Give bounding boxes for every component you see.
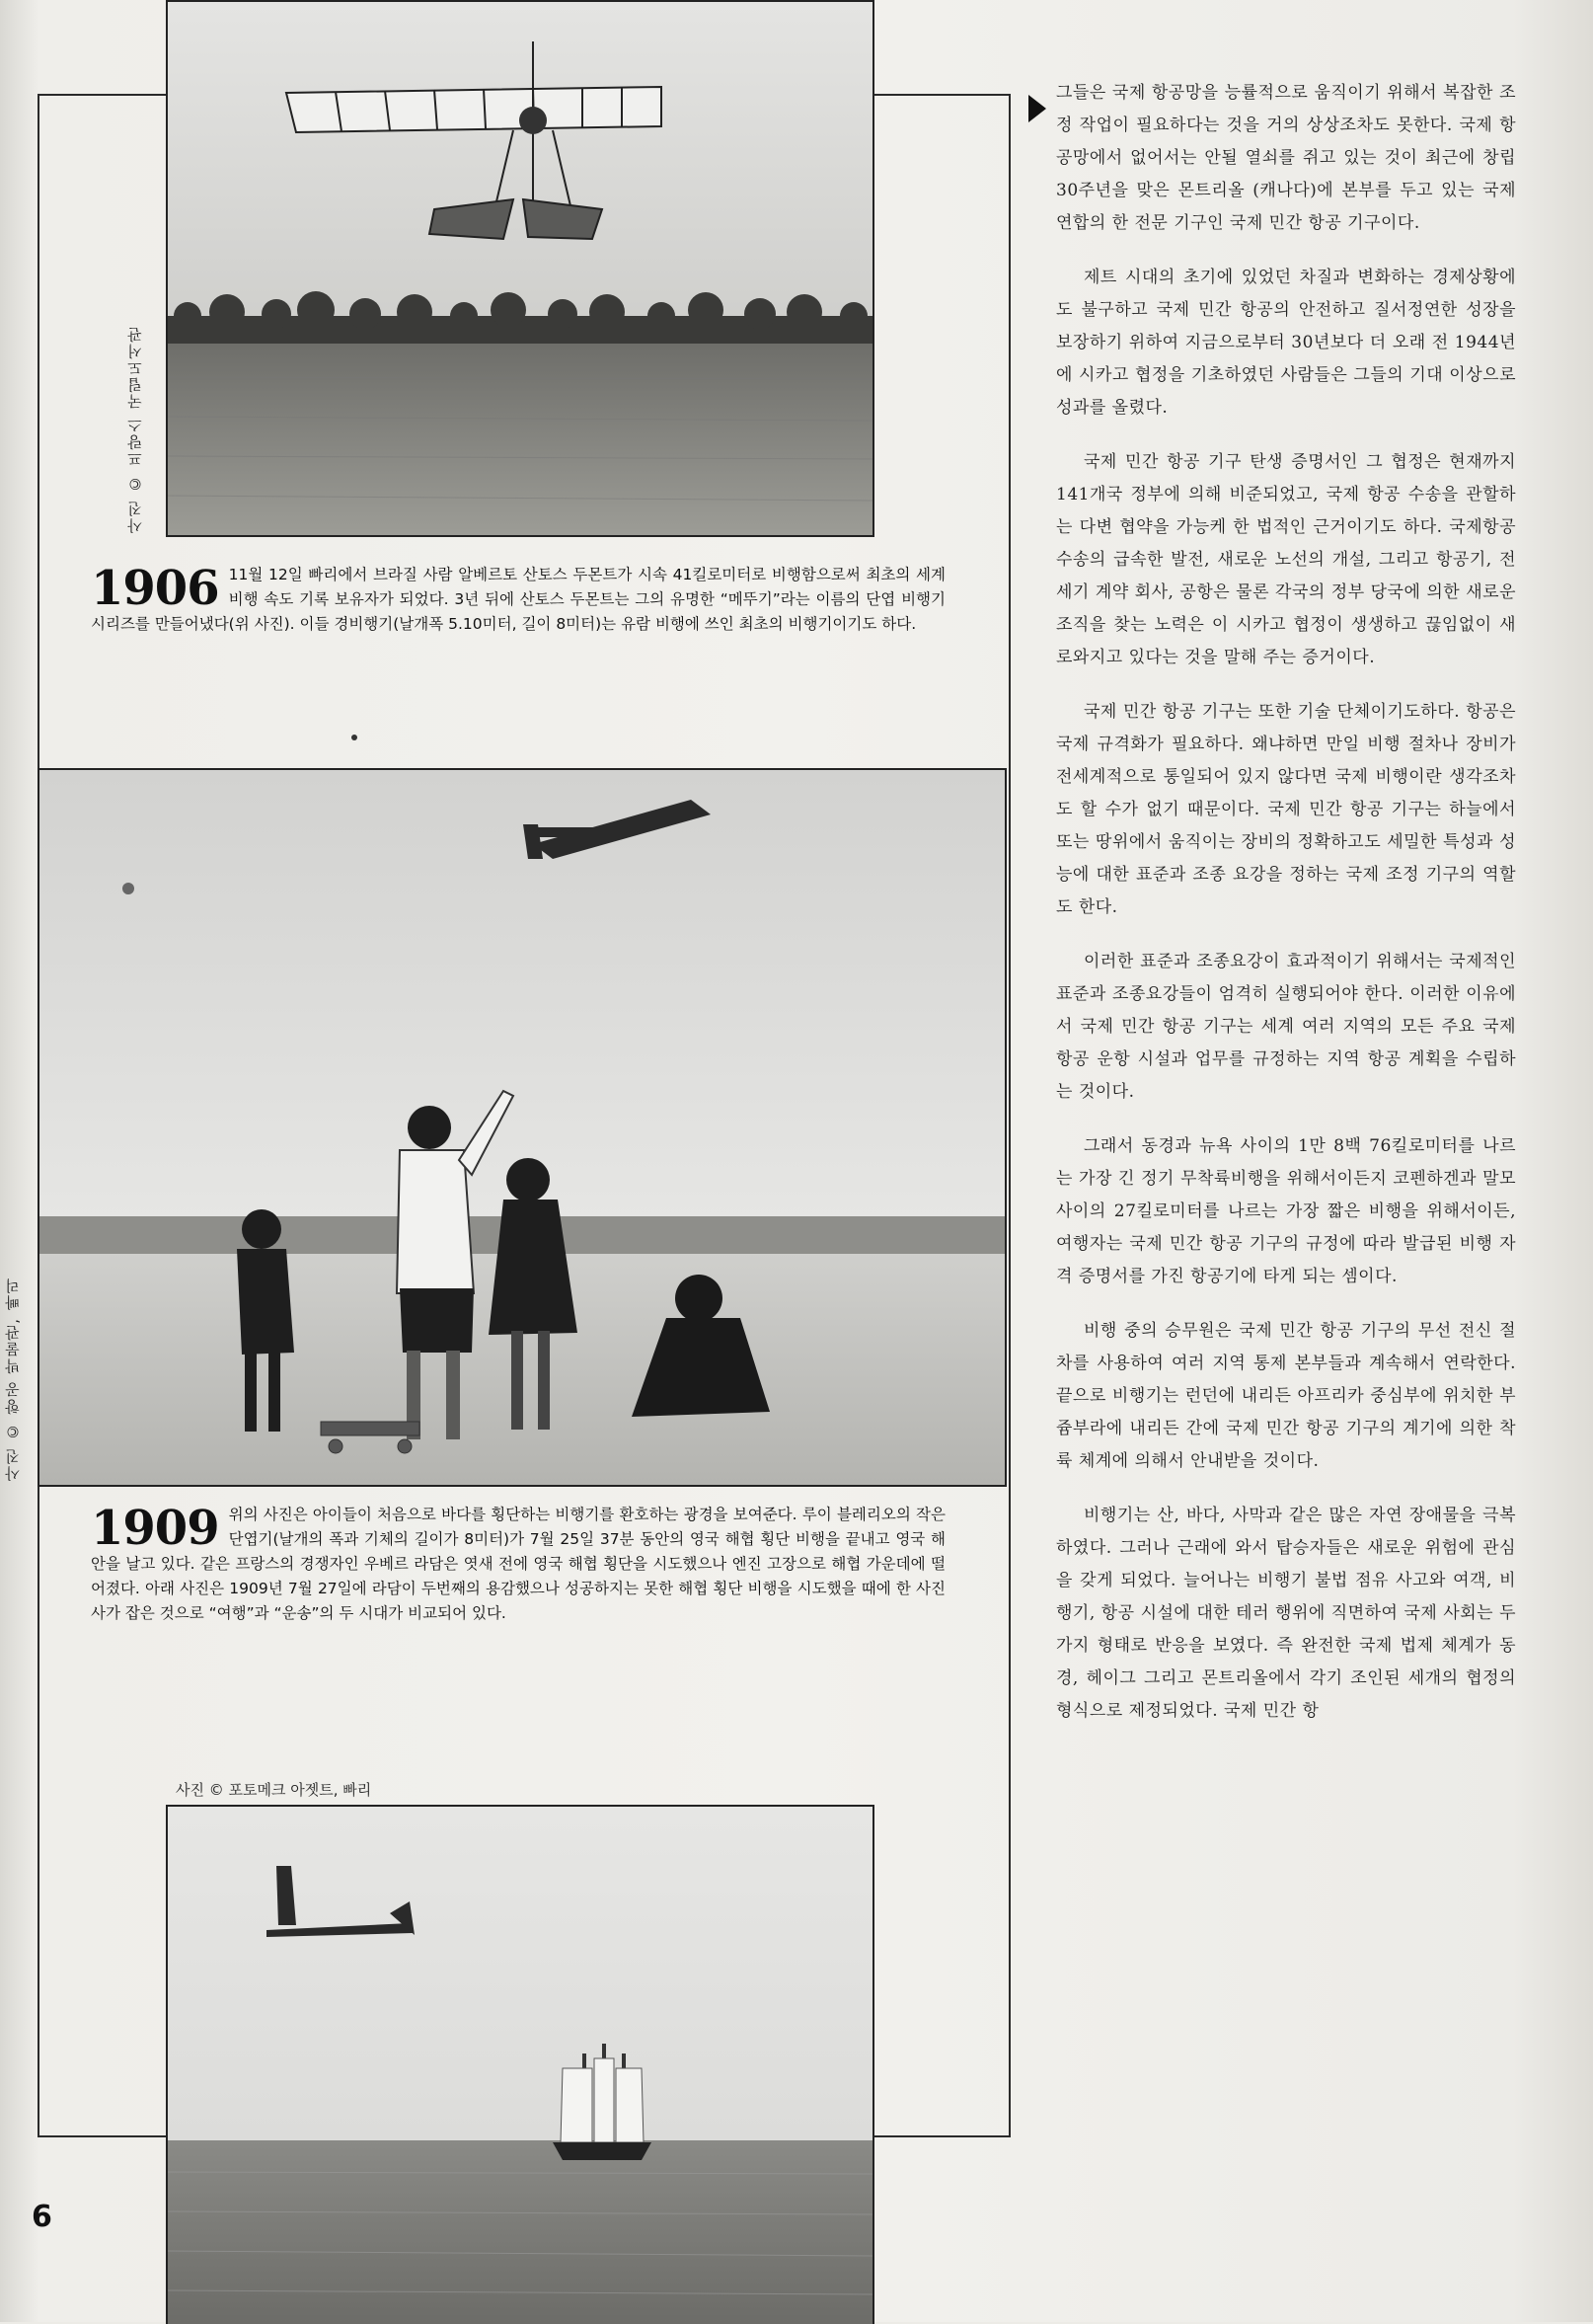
photo-1909-channel-crossing: [166, 1805, 874, 2324]
photo-1909-children-beach: [38, 768, 1007, 1487]
caption-year-1909: 1909: [91, 1501, 219, 1556]
article-paragraph-5: 이러한 표준과 조종요강이 효과적이기 위해서는 국제적인 표준과 조종요강들이 엄격히 실행되어야 한다. 이러한 이유에서 국제 민간 항공 기구는 세계 여러 지역의 모든 주요 국제 항공 운항 시설과 업무를 규정하는 지역 항공 계획을 수립하는 것이다.: [1056, 952, 1516, 1102]
frame-line-bottom-left: [38, 2135, 166, 2137]
caption-year-1906: 1906: [91, 561, 219, 616]
article-paragraph-7: 비행 중의 승무원은 국제 민간 항공 기구의 무선 전신 절차를 사용하여 여러 지역 통제 본부들과 계속해서 연락한다. 끝으로 비행기는 런던에 내리든 아프리카 중심부에 위치한 부쥼부라에 내리든 간에 국제 민간 항공 기구의 계기에 의한 착륙 체계에 의해서 안내받을 것이다.: [1056, 1321, 1516, 1471]
frame-line-bottom-right: [871, 2135, 1011, 2137]
article-start-marker-icon: [1028, 95, 1046, 122]
article-paragraph-1: 그들은 국제 항공망을 능률적으로 움직이기 위해서 복잡한 조정 작업이 필요하다는 것을 거의 상상조차도 못한다. 국제 항공망에서 없어서는 안될 열쇠를 쥐고 있는 것이 최근에 창립 30주년을 맞은 몬트리올 (캐나다)에 본부를 두고 있는 국제 연합의 한 전문 기구인 국제 민간 항공 기구이다.: [1056, 83, 1516, 233]
caption-1906: [91, 563, 946, 637]
article-paragraph-3: 국제 민간 항공 기구 탄생 증명서인 그 협정은 현재까지 141개국 정부에 의해 비준되었고, 국제 항공 수송을 관할하는 다변 협약을 가능케 한 법적인 근거이기도 하다. 국제항공수송의 급속한 발전, 새로운 노선의 개설, 그리고 항공기, 전세기 계약 회사, 공항은 물론 각국의 정부 당국에 의한 새로운 조직을 찾는 노력은 이 시카고 협정이 생생하고 끊임없이 새로와지고 있다는 것을 말해 주는 증거이다.: [1056, 452, 1516, 667]
article-paragraph-8: 비행기는 산, 바다, 사막과 같은 많은 자연 장애물을 극복하였다. 그러나 근래에 와서 탑승자들은 새로운 위험에 관심을 갖게 되었다. 늘어나는 비행기 불법 점유 사고와 여객, 비행기, 항공 시설에 대한 테러 행위에 직면하여 국제 사회는 두 가지 형태로 반응을 보였다. 즉 완전한 국제 법제 체계가 동경, 헤이그 그리고 몬트리올에서 각기 조인된 세개의 협정의 형식으로 제정되었다. 국제 민간 항: [1056, 1506, 1516, 1721]
frame-line-top-right: [871, 94, 1011, 96]
caption-text-1909: 위의 사진은 아이들이 처음으로 바다를 횡단하는 비행기를 환호하는 광경을 보여준다. 루이 블레리오의 작은 단엽기(날개의 폭과 기체의 길이가 8미터)가 7월 25일 37분 동안의 영국 해협 횡단 비행을 끝내고 영국 해안을 날고 있다. 같은 프랑스의 경쟁자인 우베르 라담은 엿새 전에 영국 해협 횡단을 시도했으나 엔진 고장으로 해협 가운데에 떨어졌다. 아래 사진은 1909년 7월 27일에 라담이 두번째의 용감했으나 성공하지는 못한 해협 횡단 비행을 시도했을 때에 한 사진사가 잡은 것으로 “여행”과 “운송”의 두 시대가 비교되어 있다.: [91, 1506, 946, 1622]
article-body: [1056, 77, 1516, 1749]
frame-line-right: [1009, 94, 1011, 2137]
photo-credit-1909-sea: 사진 © 포토메크 아젯트, 빠리: [176, 1781, 372, 1799]
photo-credit-1909-children: 사진 © 항공 박물관, 빠리: [4, 1277, 22, 1481]
print-dot: [351, 735, 357, 740]
photo-credit-1906: 사진 © 프랑스 국립도서관: [126, 325, 144, 533]
article-paragraph-2: 제트 시대의 초기에 있었던 차질과 변화하는 경제상황에도 불구하고 국제 민간 항공의 안전하고 질서정연한 성장을 보장하기 위하여 지금으로부터 30년보다 더 오래 전 1944년에 시카고 협정을 기초하였던 사람들은 그들의 기대 이상으로 성과를 올렸다.: [1056, 268, 1516, 418]
article-paragraph-4: 국제 민간 항공 기구는 또한 기술 단체이기도하다. 항공은 국제 규격화가 필요하다. 왜냐하면 만일 비행 절차나 장비가 전세계적으로 통일되어 있지 않다면 국제 비행이란 생각조차도 할 수가 없기 때문이다. 국제 민간 항공 기구는 하늘에서 또는 땅위에서 움직이는 장비의 정확하고도 세밀한 특성과 성능에 대한 표준과 조종 요강을 정하는 국제 조정 기구의 역할도 한다.: [1056, 702, 1516, 917]
caption-text-1906: 11월 12일 빠리에서 브라질 사람 알베르토 산토스 두몬트가 시속 41킬로미터로 비행함으로써 최초의 세계 비행 속도 기록 보유자가 되었다. 3년 뒤에 산토스 두몬트는 그의 유명한 “메뚜기”라는 이름의 단엽 비행기 시리즈를 만들어냈다(위 사진). 이들 경비행기(날개폭 5.10미터, 길이 8미터)는 유람 비행에 쓰인 최초의 비행기이기도 하다.: [91, 566, 946, 633]
photo-1906-demoiselle: [166, 0, 874, 537]
page-number: 6: [32, 2200, 52, 2234]
frame-line-top-left: [38, 94, 166, 96]
article-paragraph-6: 그래서 동경과 뉴욕 사이의 1만 8백 76킬로미터를 나르는 가장 긴 정기 무착륙비행을 위해서이든지 코펜하겐과 말모 사이의 27킬로미터를 나르는 가장 짧은 비행을 위해서이든, 여행자는 국제 민간 항공 기구의 규정에 따라 발급된 비행 자격 증명서를 가진 항공기에 타게 되는 셈이다.: [1056, 1136, 1516, 1286]
caption-1909: [91, 1503, 946, 1626]
